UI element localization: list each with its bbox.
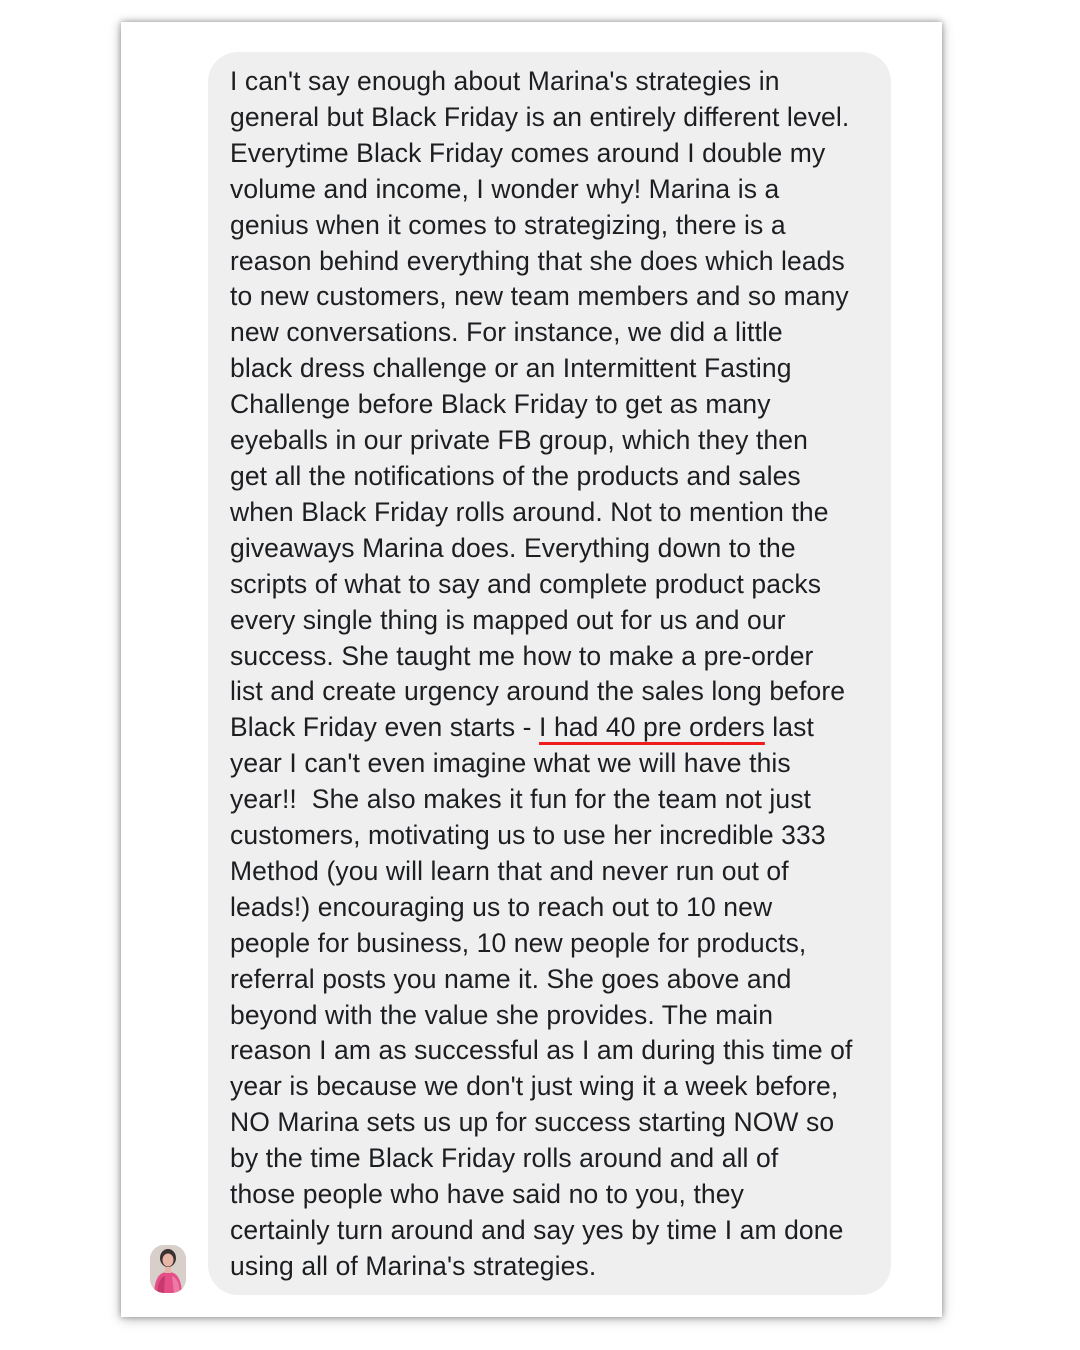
- message-line: year I can't even imagine what we will have this: [230, 748, 791, 779]
- highlighted-message-line: [230, 710, 890, 746]
- message-line: customers, motivating us to use her incredible 333: [230, 820, 826, 851]
- message-line: reason behind everything that she does which leads: [230, 245, 845, 276]
- message-line: genius when it comes to strategizing, there is a: [230, 209, 786, 240]
- message-line: Challenge before Black Friday to get as many: [230, 389, 771, 420]
- message-line: those people who have said no to you, they: [230, 1179, 744, 1210]
- message-line: black dress challenge or an Intermittent Fasting: [230, 353, 792, 384]
- message-line: list and create urgency around the sales long before: [230, 676, 846, 707]
- message-line: Everytime Black Friday comes around I double my: [230, 137, 826, 168]
- message-line: beyond with the value she provides. The main: [230, 999, 774, 1030]
- message-line: giveaways Marina does. Everything down to the: [230, 532, 796, 563]
- user-avatar-icon: [150, 1245, 186, 1293]
- message-line: certainly turn around and say yes by time I am done: [230, 1215, 844, 1245]
- message-line: when Black Friday rolls around. Not to mention the: [230, 496, 829, 527]
- message-line: by the time Black Friday rolls around and all of: [230, 1143, 779, 1174]
- highlight-prefix: Black Friday even starts -: [230, 712, 540, 743]
- message-line: reason I am as successful as I am during this time of: [230, 1035, 853, 1066]
- message-line: year!! She also makes it fun for the team not just: [230, 784, 812, 815]
- message-line: success. She taught me how to make a pre-order: [230, 640, 814, 671]
- highlight-suffix: last: [764, 712, 814, 743]
- message-line: eyeballs in our private FB group, which they then: [230, 425, 808, 456]
- message-text: [230, 64, 890, 1285]
- message-line: using all of Marina's strategies.: [230, 1250, 597, 1281]
- message-line: people for business, 10 new people for products,: [230, 927, 807, 958]
- message-line: every single thing is mapped out for us and our: [230, 604, 786, 635]
- message-line: volume and income, I wonder why! Marina is a: [230, 173, 780, 204]
- underlined-pre-orders-text: I had 40 pre orders: [539, 712, 765, 743]
- message-line: to new customers, new team members and so many: [230, 281, 849, 312]
- message-line: leads!) encouraging us to reach out to 10 new: [230, 891, 773, 922]
- sender-avatar[interactable]: [150, 1245, 186, 1293]
- message-line: referral posts you name it. She goes above and: [230, 963, 792, 994]
- message-line: new conversations. For instance, we did a little: [230, 317, 783, 348]
- message-line: year is because we don't just wing it a week before,: [230, 1071, 839, 1102]
- message-line: NO Marina sets us up for success starting NOW so: [230, 1107, 835, 1138]
- message-line: I can't say enough about Marina's strategies in: [230, 66, 780, 96]
- message-line: Method (you will learn that and never run out of: [230, 855, 789, 886]
- message-line: scripts of what to say and complete product packs: [230, 568, 822, 599]
- message-line: get all the notifications of the products and sales: [230, 460, 801, 491]
- message-line: general but Black Friday is an entirely different level.: [230, 101, 850, 132]
